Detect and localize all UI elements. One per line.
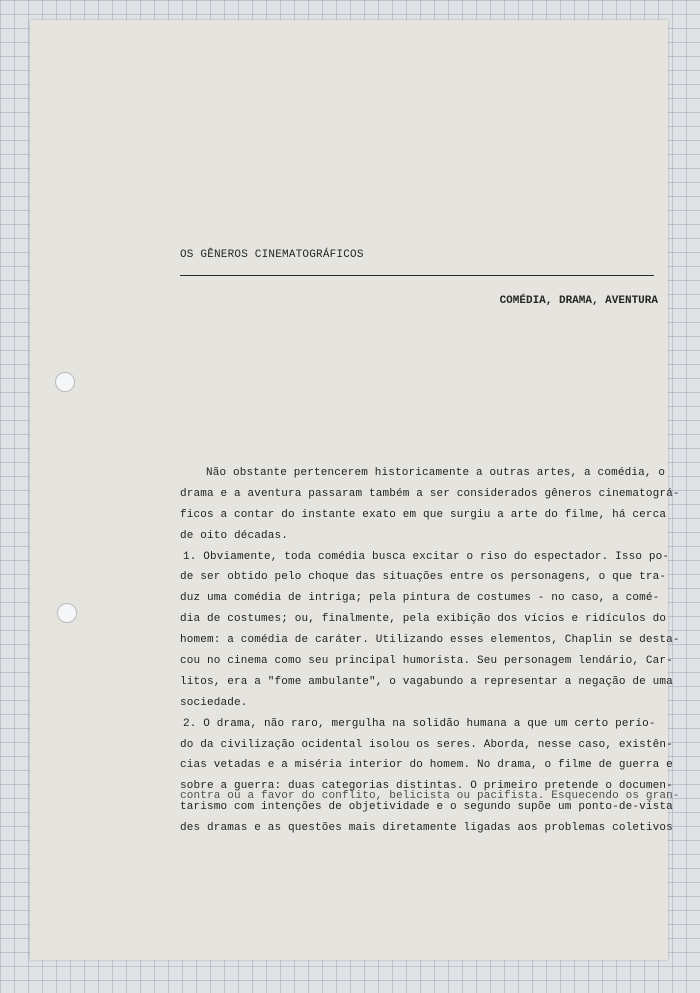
document-page xyxy=(30,20,680,960)
document-title: OS GÊNEROS CINEMATOGRÁFICOS xyxy=(180,249,364,261)
text-line: tarismo com intenções de objetividade e o segundo supõe um ponto-de-vista xyxy=(180,801,673,814)
text-line: drama e a aventura passaram também a ser considerados gêneros cinematográ- xyxy=(180,487,680,500)
text-line: de oito décadas. xyxy=(180,529,289,542)
document-subtitle: COMÉDIA, DRAMA, AVENTURA xyxy=(499,295,658,307)
text-line: 2. O drama, não raro, mergulha na solidão humana a que um certo perío- xyxy=(183,717,656,730)
title-underline xyxy=(180,275,654,276)
text-line: litos, era a "fome ambulante", o vagabundo a representar a negação de uma xyxy=(180,675,673,688)
punch-hole-top xyxy=(55,372,75,392)
text-line: cou no cinema como seu principal humorista. Seu personagem lendário, Car- xyxy=(180,655,673,668)
text-line: sobre a guerra: duas categorias distintas. O primeiro pretende o documen- xyxy=(180,780,673,793)
text-line: 1. Obviamente, toda comédia busca excitar o riso do espectador. Isso po- xyxy=(183,550,670,563)
text-line: cias vetadas e a miséria interior do homem. No drama, o filme de guerra e xyxy=(180,759,673,772)
text-line: Não obstante pertencerem historicamente a outras artes, a comédia, o xyxy=(206,467,666,479)
text-line: de ser obtido pelo choque das situações entre os personagens, o que tra- xyxy=(180,571,667,584)
overstrike-text: contra ou a favor do conflito, belicista ou pacifista. Esquecendo os gran- xyxy=(180,790,680,803)
text-line: sociedade. xyxy=(180,696,248,709)
punch-hole-bottom xyxy=(57,603,77,623)
document-body xyxy=(180,463,680,839)
text-line: des dramas e as questões mais diretamente ligadas aos problemas coletivos xyxy=(180,822,673,835)
text-line: homem: a comédia de caráter. Utilizando esses elementos, Chaplin se desta- xyxy=(180,634,680,647)
text-line: dia de costumes; ou, finalmente, pela exibição dos vícios e ridículos do xyxy=(180,613,667,626)
text-line: duz uma comédia de intriga; pela pintura de costumes - no caso, a comé- xyxy=(180,592,660,605)
text-line: do da civilização ocidental isolou os seres. Aborda, nesse caso, existên- xyxy=(180,738,673,751)
text-line: ficos a contar do instante exato em que surgiu a arte do filme, há cerca xyxy=(180,508,667,521)
